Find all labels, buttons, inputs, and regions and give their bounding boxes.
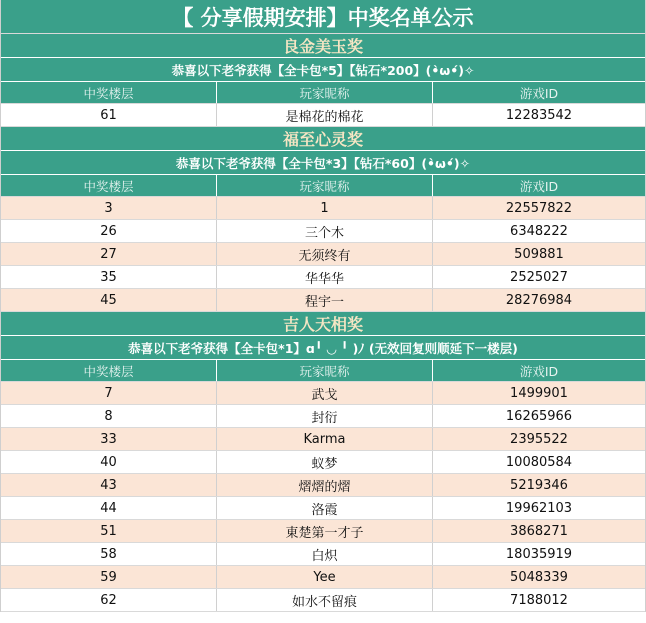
cell-nickname: 白炽 — [217, 543, 433, 565]
cell-nickname: 程宇一 — [217, 289, 433, 311]
cell-floor: 7 — [1, 382, 217, 404]
award-section — [1, 312, 645, 612]
cell-nickname: 東楚第一才子 — [217, 520, 433, 542]
cell-floor: 33 — [1, 428, 217, 450]
cell-game-id: 19962103 — [505, 500, 573, 516]
cell-nickname: 如水不留痕 — [217, 589, 433, 611]
cell-nickname: 熠熠的熠 — [217, 474, 433, 496]
tier-title: 福至心灵奖 — [1, 127, 645, 151]
cell-floor: 61 — [1, 104, 217, 126]
header-nickname: 玩家昵称 — [217, 360, 433, 381]
cell-nickname: Yee — [217, 566, 433, 588]
table-row — [1, 451, 645, 474]
table-row — [1, 382, 645, 405]
table-row — [1, 589, 645, 612]
cell-game-id: 28276984 — [505, 292, 573, 308]
cell-floor: 43 — [1, 474, 217, 496]
header-nickname: 玩家昵称 — [217, 175, 433, 196]
cell-game-id: 7188012 — [510, 592, 568, 608]
cell-game-id: 6348222 — [510, 223, 568, 239]
tier-title: 吉人天相奖 — [1, 312, 645, 336]
header-game-id: 游戏ID — [519, 85, 559, 101]
table-row — [1, 543, 645, 566]
cell-game-id: 2395522 — [510, 431, 568, 447]
cell-floor: 62 — [1, 589, 217, 611]
prize-note: 恭喜以下老爷获得【全卡包*5】【钻石*200】(•̀ω•́)✧ — [1, 58, 645, 82]
header-floor: 中奖楼层 — [1, 82, 217, 103]
cell-nickname: 是棉花的棉花 — [217, 104, 433, 126]
table-row — [1, 497, 645, 520]
award-sections — [1, 34, 645, 612]
column-header-row — [1, 82, 645, 104]
table-row — [1, 289, 645, 312]
cell-floor: 58 — [1, 543, 217, 565]
cell-floor: 59 — [1, 566, 217, 588]
cell-nickname: 1 — [217, 197, 433, 219]
cell-floor: 44 — [1, 497, 217, 519]
cell-nickname: 华华华 — [217, 266, 433, 288]
cell-game-id: 509881 — [514, 246, 564, 262]
cell-game-id: 16265966 — [505, 408, 573, 424]
header-floor: 中奖楼层 — [1, 175, 217, 196]
table-row — [1, 266, 645, 289]
table-row — [1, 197, 645, 220]
table-row — [1, 220, 645, 243]
header-game-id: 游戏ID — [519, 178, 559, 194]
header-floor: 中奖楼层 — [1, 360, 217, 381]
header-game-id: 游戏ID — [519, 363, 559, 379]
cell-game-id: 5048339 — [510, 569, 568, 585]
table-row — [1, 474, 645, 497]
header-nickname: 玩家昵称 — [217, 82, 433, 103]
cell-game-id: 3868271 — [510, 523, 568, 539]
cell-game-id: 18035919 — [505, 546, 573, 562]
cell-game-id: 10080584 — [505, 454, 573, 470]
prize-note: 恭喜以下老爷获得【全卡包*1】ɑ╹ ◡ ╹ )ﾉ (无效回复则顺延下一楼层) — [1, 336, 645, 360]
cell-game-id: 12283542 — [505, 107, 573, 123]
column-header-row — [1, 360, 645, 382]
cell-nickname: Karma — [217, 428, 433, 450]
cell-nickname: 封衍 — [217, 405, 433, 427]
column-header-row — [1, 175, 645, 197]
table-row — [1, 566, 645, 589]
prize-note: 恭喜以下老爷获得【全卡包*3】【钻石*60】(•̀ω•́)✧ — [1, 151, 645, 175]
cell-nickname: 蚁梦 — [217, 451, 433, 473]
cell-floor: 40 — [1, 451, 217, 473]
cell-nickname: 武戈 — [217, 382, 433, 404]
table-row — [1, 243, 645, 266]
table-row — [1, 520, 645, 543]
cell-floor: 26 — [1, 220, 217, 242]
table-row — [1, 104, 645, 127]
cell-game-id: 22557822 — [505, 200, 573, 216]
cell-floor: 27 — [1, 243, 217, 265]
cell-game-id: 5219346 — [510, 477, 568, 493]
cell-floor: 3 — [1, 197, 217, 219]
cell-nickname: 无须终有 — [217, 243, 433, 265]
cell-floor: 45 — [1, 289, 217, 311]
tier-title: 良金美玉奖 — [1, 34, 645, 58]
award-section — [1, 34, 645, 127]
cell-nickname: 洛霞 — [217, 497, 433, 519]
cell-floor: 51 — [1, 520, 217, 542]
cell-floor: 35 — [1, 266, 217, 288]
cell-nickname: 三个木 — [217, 220, 433, 242]
cell-game-id: 1499901 — [510, 385, 568, 401]
cell-floor: 8 — [1, 405, 217, 427]
table-row — [1, 428, 645, 451]
award-section — [1, 127, 645, 312]
cell-game-id: 2525027 — [510, 269, 568, 285]
table-row — [1, 405, 645, 428]
page-title: 【 分享假期安排】中奖名单公示 — [1, 0, 645, 34]
